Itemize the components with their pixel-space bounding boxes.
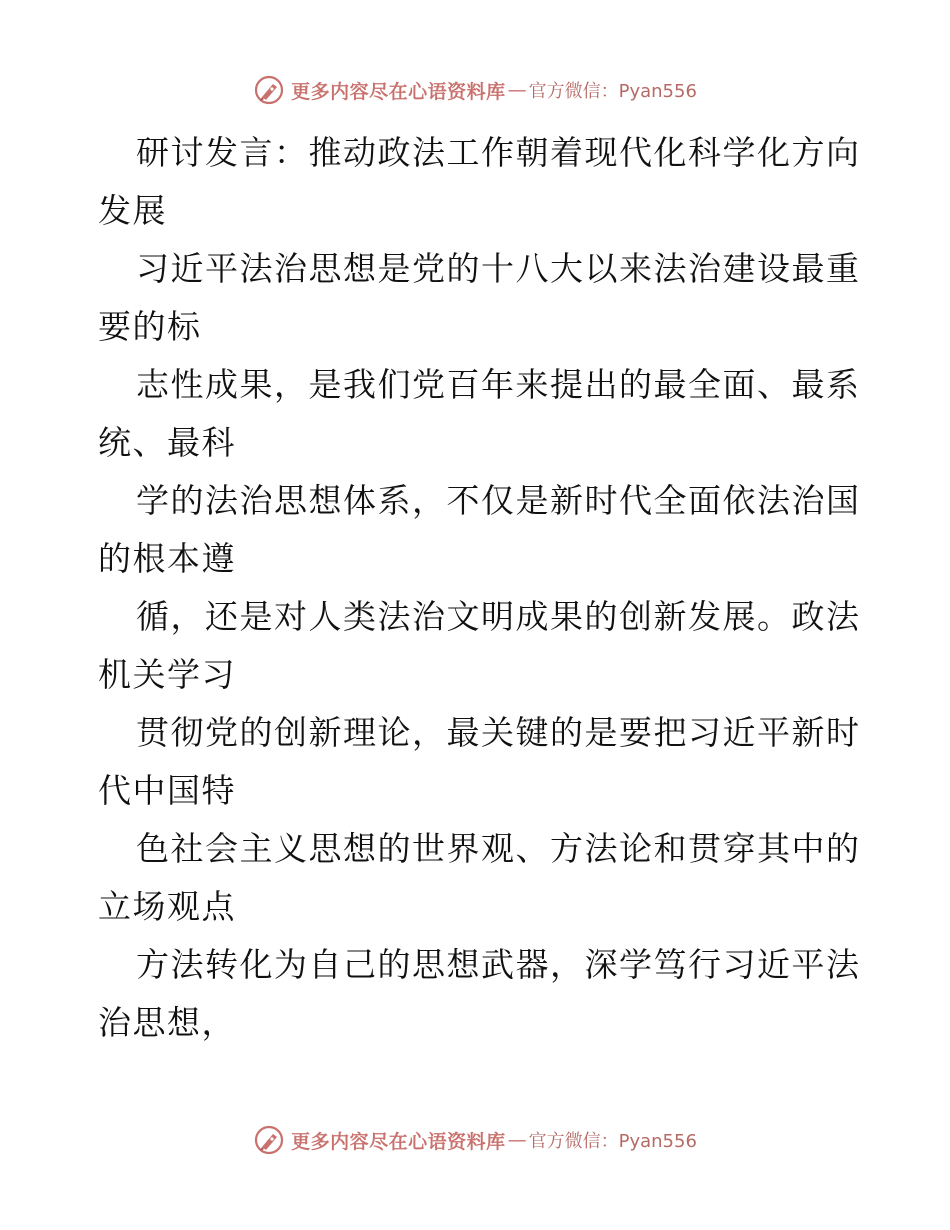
footer-watermark-banner xyxy=(0,1120,950,1160)
title-line-1: 研讨发言：推动政法工作朝着现代化科学化方向 xyxy=(136,133,861,172)
header-banner-content xyxy=(253,74,697,106)
text-line: 习近平法治思想是党的十八大以来法治建设最重 xyxy=(136,249,861,288)
pen-nib-logo-icon xyxy=(253,74,285,106)
text-line: 志性成果，是我们党百年来提出的最全面、最系 xyxy=(136,365,861,404)
text-line: 机关学习 xyxy=(98,655,236,694)
text-line: 立场观点 xyxy=(98,887,236,926)
text-line: 循，还是对人类法治文明成果的创新发展。政法 xyxy=(136,597,861,636)
text-line: 色社会主义思想的世界观、方法论和贯穿其中的 xyxy=(136,829,861,868)
pen-nib-logo-icon xyxy=(253,1124,285,1156)
text-line: 治思想， xyxy=(98,1003,236,1042)
text-line: 学的法治思想体系，不仅是新时代全面依法治国 xyxy=(136,481,861,520)
footer-banner-text xyxy=(291,1127,697,1154)
header-banner-wechat: 官方微信：Pyan556 xyxy=(528,81,697,102)
header-banner-text xyxy=(291,77,697,104)
text-line: 代中国特 xyxy=(98,771,236,810)
title-line-2: 发展 xyxy=(98,191,167,230)
text-line: 方法转化为自己的思想武器，深学笃行习近平法 xyxy=(136,945,861,984)
text-line: 统、最科 xyxy=(98,423,236,462)
footer-banner-wechat: 官方微信：Pyan556 xyxy=(528,1131,697,1152)
document-body xyxy=(98,124,861,1052)
footer-banner-main: 更多内容尽在心语资料库 xyxy=(291,1130,506,1153)
text-line: 贯彻党的创新理论，最关键的是要把习近平新时 xyxy=(136,713,861,752)
header-watermark-banner xyxy=(0,70,950,110)
footer-banner-separator: — xyxy=(507,1129,527,1151)
text-line: 的根本遵 xyxy=(98,539,236,578)
header-banner-separator: — xyxy=(507,79,527,101)
text-line: 要的标 xyxy=(98,307,202,346)
footer-banner-content xyxy=(253,1124,697,1156)
header-banner-main: 更多内容尽在心语资料库 xyxy=(291,80,506,103)
